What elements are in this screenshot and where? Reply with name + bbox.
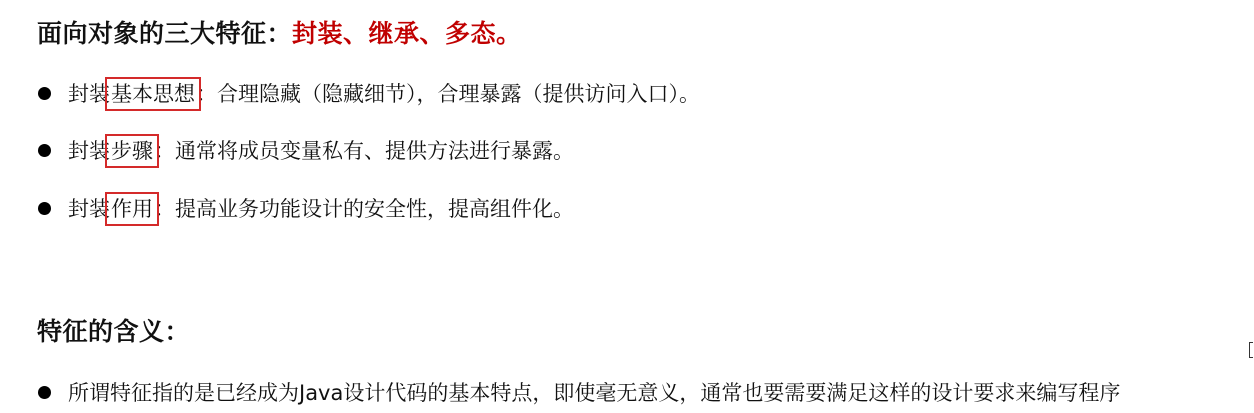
list-item-text: ：合理隐藏（隐藏细节），合理暴露（提供访问入口）。 <box>196 82 700 106</box>
list-item-prefix: 封装 <box>68 139 110 163</box>
bullet-icon <box>38 202 51 215</box>
bullet-icon <box>38 386 51 399</box>
heading-three-features <box>37 21 522 46</box>
heading-three-features-accent: 封装、继承、多态。 <box>292 19 522 48</box>
list-item-prefix: 封装 <box>68 197 110 221</box>
list-item-encapsulation-idea <box>38 84 700 105</box>
list-item-text: 所谓特征指的是已经成为Java设计代码的基本特点，即使毫无意义，通常也要需要满足这样的设计要求来编写程序 <box>68 381 1121 405</box>
list-item-prefix: 封装 <box>68 82 110 106</box>
heading-feature-meaning <box>37 319 190 344</box>
text-cursor-mark <box>1249 342 1253 358</box>
bullet-icon <box>38 144 51 157</box>
highlighted-term: 基本思想 <box>111 82 195 106</box>
list-item-encapsulation-steps <box>38 141 574 162</box>
list-item-text: ：提高业务功能设计的安全性，提高组件化。 <box>154 197 574 221</box>
highlighted-term: 作用 <box>111 197 153 221</box>
heading-feature-meaning-text: 特征的含义： <box>37 317 191 346</box>
list-item-text: ：通常将成员变量私有、提供方法进行暴露。 <box>154 139 574 163</box>
bullet-icon <box>38 87 51 100</box>
highlighted-term: 步骤 <box>111 139 153 163</box>
list-item-feature-meaning <box>38 383 1120 404</box>
list-item-encapsulation-purpose <box>38 199 574 220</box>
heading-three-features-prefix: 面向对象的三大特征： <box>37 19 293 48</box>
